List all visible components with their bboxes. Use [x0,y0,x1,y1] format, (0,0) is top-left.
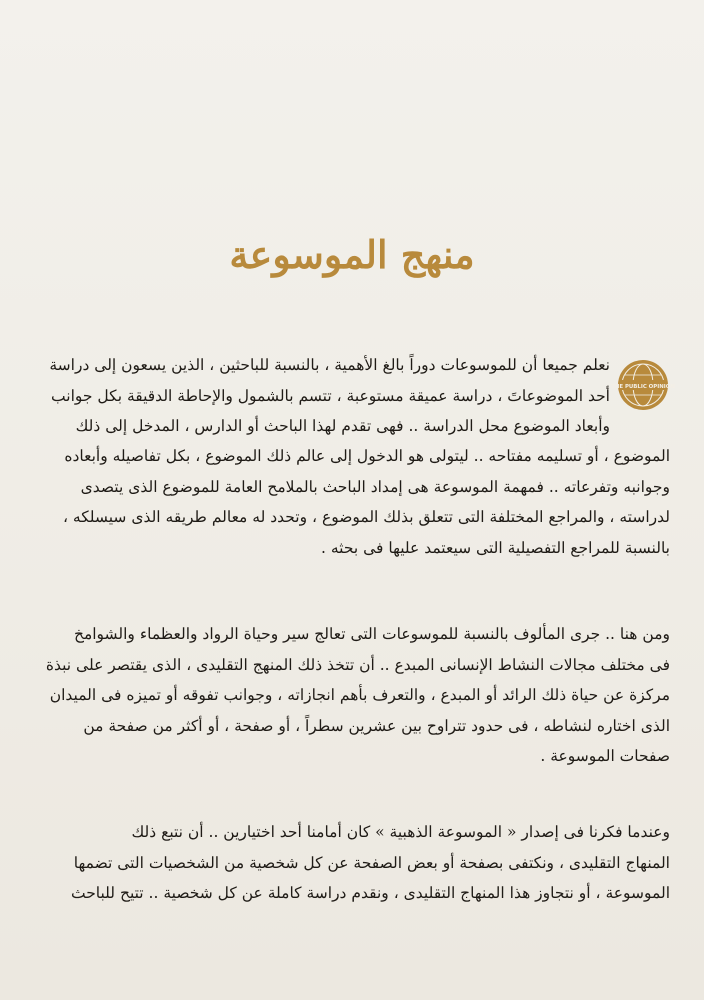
paragraph-3 [38,817,670,909]
paragraph-line: صفحات الموسوعة . [540,747,670,765]
paragraph-line: وعندما فكرنا فى إصدار « الموسوعة الذهبية » كان أمامنا أحد اختيارين .. أن نتبع ذلك [131,823,670,841]
paragraph-line: الموسوعة ، أو نتجاوز هذا المنهاج التقليدى ، ونقدم دراسة كاملة عن كل شخصية .. تتيح للباحث [70,884,670,902]
paragraph-line: وجوانبه وتفرعاته .. فمهمة الموسوعة هى إمداد الباحث بالملامح العامة للموضوع الذى يتصدى [80,477,670,496]
paragraph-line: نعلم جميعا أن للموسوعات دوراً بالغ الأهمية ، بالنسبة للباحثين ، الذين يسعون إلى دراسة [49,356,610,374]
paragraph-2 [38,619,670,772]
paragraph-line: وأبعاد الموضوع محل الدراسة .. فهى تقدم لهذا الباحث أو الدارس ، المدخل إلى ذلك [75,417,610,435]
paragraph-line: بالنسبة للمراجع التفصيلية التى سيعتمد عليها فى بحثه . [321,538,670,557]
paragraph-line: ومن هنا .. جرى المألوف بالنسبة للموسوعات التى تعالج سير وحياة الرواد والعظماء والشوامخ [73,625,670,643]
paragraph-line: المنهاج التقليدى ، ونكتفى بصفحة أو بعض الصفحة عن كل شخصية من الشخصيات التى تضمها [73,853,670,872]
paragraph-1 [38,350,610,442]
public-opinion-globe-logo-icon [611,358,675,412]
paragraph-line: لدراسته ، والمراجع المختلفة التى تتعلق بذلك الموضوع ، وتحدد له معالم طريقه الذى سيسلكه ، [62,508,670,526]
chapter-title: منهج الموسوعة [229,232,475,277]
paragraph-line: فى مختلف مجالات النشاط الإنسانى المبدع .. أن تتخذ ذلك المنهج التقليدى ، الذى يقتصر على نبذة [45,655,670,674]
paragraph-line: الذى اختاره لنشاطه ، فى حدود تتراوح بين عشرين سطراً ، أو صفحة ، أو أكثر من صفحة من [83,716,670,735]
paragraph-line: الموضوع ، أو تسليمه مفتاحه .. ليتولى هو الدخول إلى عالم ذلك الموضوع ، بكل تفاصيله وأبعاده [64,447,670,465]
paragraph-line: مركزة عن حياة ذلك الرائد أو المبدع ، والتعرف بأهم انجازاته ، وجوانب تفوقه أو تميزه فى الميدان [49,686,670,704]
emblem-text: THE PUBLIC OPINION [611,384,675,390]
paragraph-1-continued [38,441,670,563]
paragraph-line: أحد الموضوعاتَ ، دراسة عميقة مستوعبة ، تتسم بالشمول والإحاطة الدقيقة بكل جوانب [51,386,610,405]
